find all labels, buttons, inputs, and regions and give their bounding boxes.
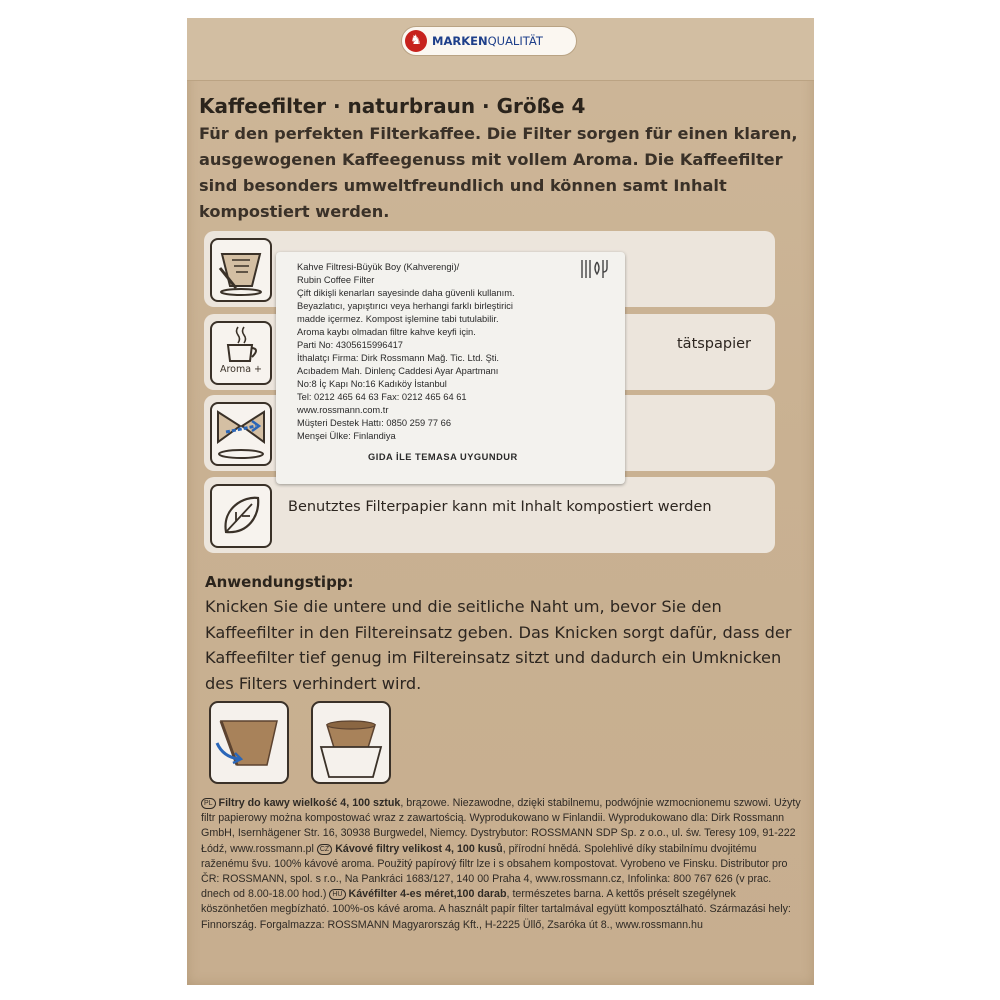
- food-safe-icon: [579, 258, 611, 282]
- food-contact-note: GIDA İLE TEMASA UYGUNDUR: [368, 452, 518, 462]
- feature-text-2: tätspapier: [677, 336, 752, 352]
- coffee-filter-package: [187, 18, 814, 985]
- lang-badge-cz: CZ: [317, 844, 332, 855]
- sticker-line: Beyazlatıcı, yapıştırıcı veya herhangi farklı birleştirici: [297, 301, 513, 311]
- feature-text-4: Benutztes Filterpapier kann mit Inhalt kompostiert werden: [288, 499, 712, 515]
- filter-in-holder-illustration: [311, 701, 391, 784]
- fine-pl-text: , brązowe. Niezawodne, dzięki stabilnemu, podwójnie wzmocnionemu szwowi. Użyty filtr papierowy można kompostować wraz z zawartością. Wyprodukowano w Finlandii. Wyprodukowano dla: Dirk Rossmann GmbH, Isernhägener Str. 16, 30938 Burgwedel, Niemcy. Dystrybutor: ROSSMANN SDP Sp. z o.o., ul. św. Teresy 109, 91-222 Łódź, www.rossmann.pl: [201, 797, 801, 855]
- import-label-sticker: [276, 252, 625, 484]
- lang-badge-hu: HU: [329, 889, 345, 900]
- sticker-line: Müşteri Destek Hattı: 0850 259 77 66: [297, 418, 452, 428]
- leaf-icon: [210, 484, 272, 548]
- filter-icon: [210, 238, 272, 302]
- fine-hu-bold: Kávéfilter 4-es méret,100 darab: [348, 888, 507, 901]
- marken-qualitaet-logo: [401, 26, 577, 56]
- sticker-line: Aroma kaybı olmadan filtre kahve keyfi için.: [297, 327, 476, 337]
- fine-cz-bold: Kávové filtry velikost 4, 100 kusů: [335, 842, 503, 855]
- product-title: Kaffeefilter · naturbraun · Größe 4: [199, 94, 586, 118]
- sticker-line: madde içermez. Kompost işlemine tabi tutulabilir.: [297, 314, 499, 324]
- fold-filter-illustration: [209, 701, 289, 784]
- brand-light-text: QUALITÄT: [487, 34, 543, 48]
- lang-badge-pl: PL: [201, 798, 216, 809]
- package-top-flap: [187, 18, 814, 81]
- fine-pl-bold: Filtry do kawy wielkość 4, 100 sztuk: [218, 797, 401, 809]
- sticker-line: Kahve Filtresi-Büyük Boy (Kahverengi)/: [297, 262, 460, 272]
- multilingual-fine-print: [201, 796, 801, 933]
- fine-hu-text: , természetes barna. A kettős préselt szegélynek köszönhetően megbízható. 100%-os kávé aroma. A használt papír filter tartalmával együtt komposztálható. Származási hely: Finnország. Forgalmazza: ROSSMANN Magyarország Kft., H-2225 Üllő, Zsaróka út 8., www.rossmann.hu: [201, 888, 791, 931]
- sticker-line: Tel: 0212 465 64 63 Fax: 0212 465 64 61: [297, 392, 467, 402]
- cup-icon: [210, 321, 272, 385]
- sticker-line: www.rossmann.com.tr: [297, 405, 389, 415]
- brand-bold-text: MARKEN: [432, 34, 488, 48]
- feature-row-4: [204, 477, 775, 553]
- aroma-plus-label: Aroma +: [219, 364, 263, 375]
- sticker-line: Parti No: 4305615996417: [297, 340, 403, 350]
- sticker-line: Rubin Coffee Filter: [297, 275, 375, 285]
- tip-body: Knicken Sie die untere und die seitliche Naht um, bevor Sie den Kaffeefilter in den Filtereinsatz geben. Das Knicken sorgt dafür, dass der Kaffeefilter tief genug im Filtereinsatz sitzt und dadurch ein Umknicken des Filters verhindert wird.: [205, 597, 792, 693]
- product-intro: Für den perfekten Filterkaffee. Die Filter sorgen für einen klaren, ausgewogenen Kaffeegenuss mit vollem Aroma. Die Kaffeefilter sind besonders umweltfreundlich und können samt Inhalt kompostiert werden.: [199, 124, 798, 221]
- sticker-line: No:8 İç Kapı No:16 Kadıköy İstanbul: [297, 379, 447, 389]
- rossmann-horse-icon: ♞: [405, 30, 427, 52]
- sticker-line: Acıbadem Mah. Dinlenç Caddesi Ayar Apartmanı: [297, 366, 499, 376]
- tip-heading: Anwendungstipp:: [205, 573, 354, 591]
- sticker-line: Çift dikişli kenarları sayesinde daha güvenli kullanım.: [297, 288, 515, 298]
- sticker-line: Menşei Ülke: Finlandiya: [297, 431, 396, 441]
- fine-cz-text: , přírodní hnědá. Spolehlivé díky stabilnímu dvojitému raženému švu. 100% kávové aroma. Použitý papírový filtr lze i s obsahem kompostovat. Vyrobeno ve Finsku. Distributor pro ČR: ROSSMANN, spol. s r.o., Na Pankráci 1683/127, 140 00 Praha 4, www.rossmann.cz, Infolinka: 800 767 626 (v prac. dnech od 8.00-18.00 hod.): [201, 842, 788, 901]
- sticker-line: İthalatçı Firma: Dirk Rossmann Mağ. Tic. Ltd. Şti.: [297, 353, 500, 363]
- fold-arrow-icon: [210, 402, 272, 466]
